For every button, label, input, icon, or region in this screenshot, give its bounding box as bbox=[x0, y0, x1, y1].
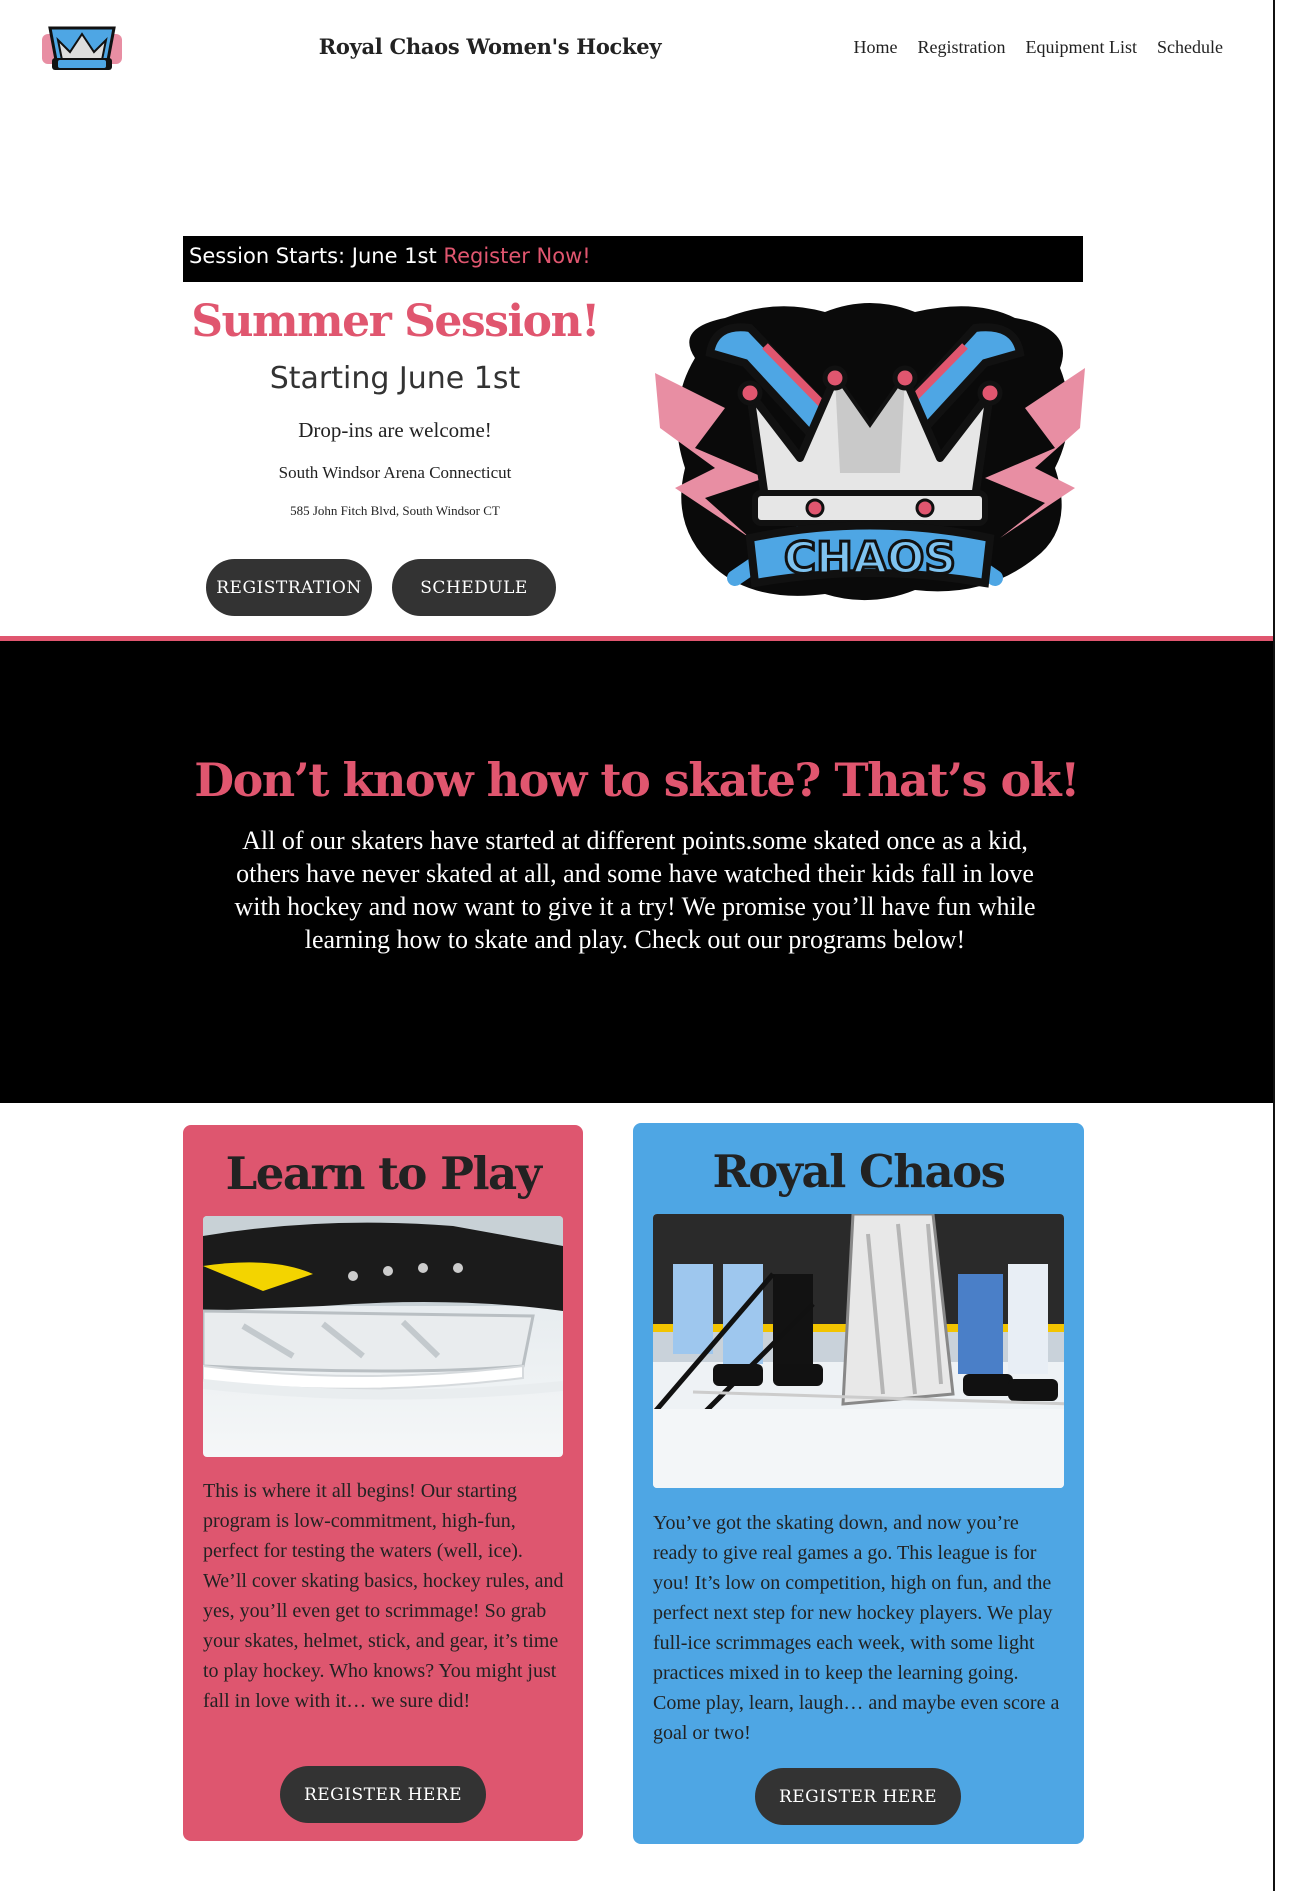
skate-section-text: All of our skaters have started at different points.some skated once as a kid, others have never skated at all, and some have watched their kids fall in love with hockey and now want to give it a try! We promise you’ll have fun while learning how to skate and play. Check out our programs below! bbox=[234, 826, 1036, 954]
nav-registration[interactable]: Registration bbox=[917, 37, 1006, 57]
main-nav bbox=[854, 37, 1223, 58]
learn-to-play-text: This is where it all begins! Our starting program is low-commitment, high-fun, perfect for testing the waters (well, ice). We’ll cover skating basics, hockey rules, and yes, you’ll even get to scrimmage! So grab your skates, helmet, stick, and gear, it’s time to play hockey. Who knows? You might just fall in love with it… we sure did! bbox=[203, 1480, 564, 1712]
learn-to-play-card bbox=[183, 1125, 583, 1841]
learn-to-play-register-button[interactable]: REGISTER HERE bbox=[280, 1766, 486, 1823]
hockey-skate-photo bbox=[203, 1216, 563, 1457]
nav-equipment-list[interactable]: Equipment List bbox=[1025, 37, 1138, 57]
hero-buttons bbox=[206, 559, 556, 616]
royal-chaos-title: Royal Chaos bbox=[712, 1145, 1005, 1198]
site-title[interactable]: Royal Chaos Women's Hockey bbox=[318, 34, 662, 59]
skate-section-title: Don’t know how to skate? That’s ok! bbox=[194, 753, 1079, 807]
logo-wordmark: CHAOS bbox=[783, 533, 957, 584]
nav-schedule[interactable]: Schedule bbox=[1157, 37, 1223, 57]
page-edge-divider bbox=[1273, 0, 1275, 1891]
royal-chaos-crown-logo-icon bbox=[655, 298, 1085, 608]
royal-chaos-logo-icon[interactable] bbox=[42, 20, 122, 76]
schedule-button[interactable]: SCHEDULE bbox=[392, 559, 556, 616]
royal-chaos-register-button[interactable]: REGISTER HERE bbox=[755, 1768, 961, 1825]
nav-home[interactable]: Home bbox=[853, 37, 898, 57]
hero-title: Summer Session! bbox=[191, 296, 599, 347]
site-header bbox=[0, 0, 1273, 100]
royal-chaos-text: You’ve got the skating down, and now you’re ready to give real games a go. This league is for you! It’s low on competition, high on fun, and the perfect next step for new hockey players. We play full-ice scrimmages each week, with some light practices mixed in to keep the learning going. Come play, learn, laugh… and maybe even score a goal or two! bbox=[653, 1512, 1060, 1744]
arena-address: 585 John Fitch Blvd, South Windsor CT bbox=[290, 503, 500, 518]
players-on-ice-photo bbox=[653, 1214, 1064, 1488]
arena-name: South Windsor Arena Connecticut bbox=[278, 463, 512, 482]
learn-to-play-title: Learn to Play bbox=[225, 1147, 541, 1200]
dropins-text: Drop-ins are welcome! bbox=[298, 418, 492, 442]
session-banner bbox=[183, 236, 1083, 282]
royal-chaos-card bbox=[633, 1123, 1084, 1844]
hero-subtitle: Starting June 1st bbox=[269, 361, 521, 396]
registration-button[interactable]: REGISTRATION bbox=[206, 559, 372, 616]
skate-section bbox=[0, 641, 1273, 1103]
register-now-link[interactable]: Register Now! bbox=[443, 244, 591, 268]
session-banner-text: Session Starts: June 1st bbox=[189, 244, 437, 268]
hero-info bbox=[183, 296, 607, 519]
